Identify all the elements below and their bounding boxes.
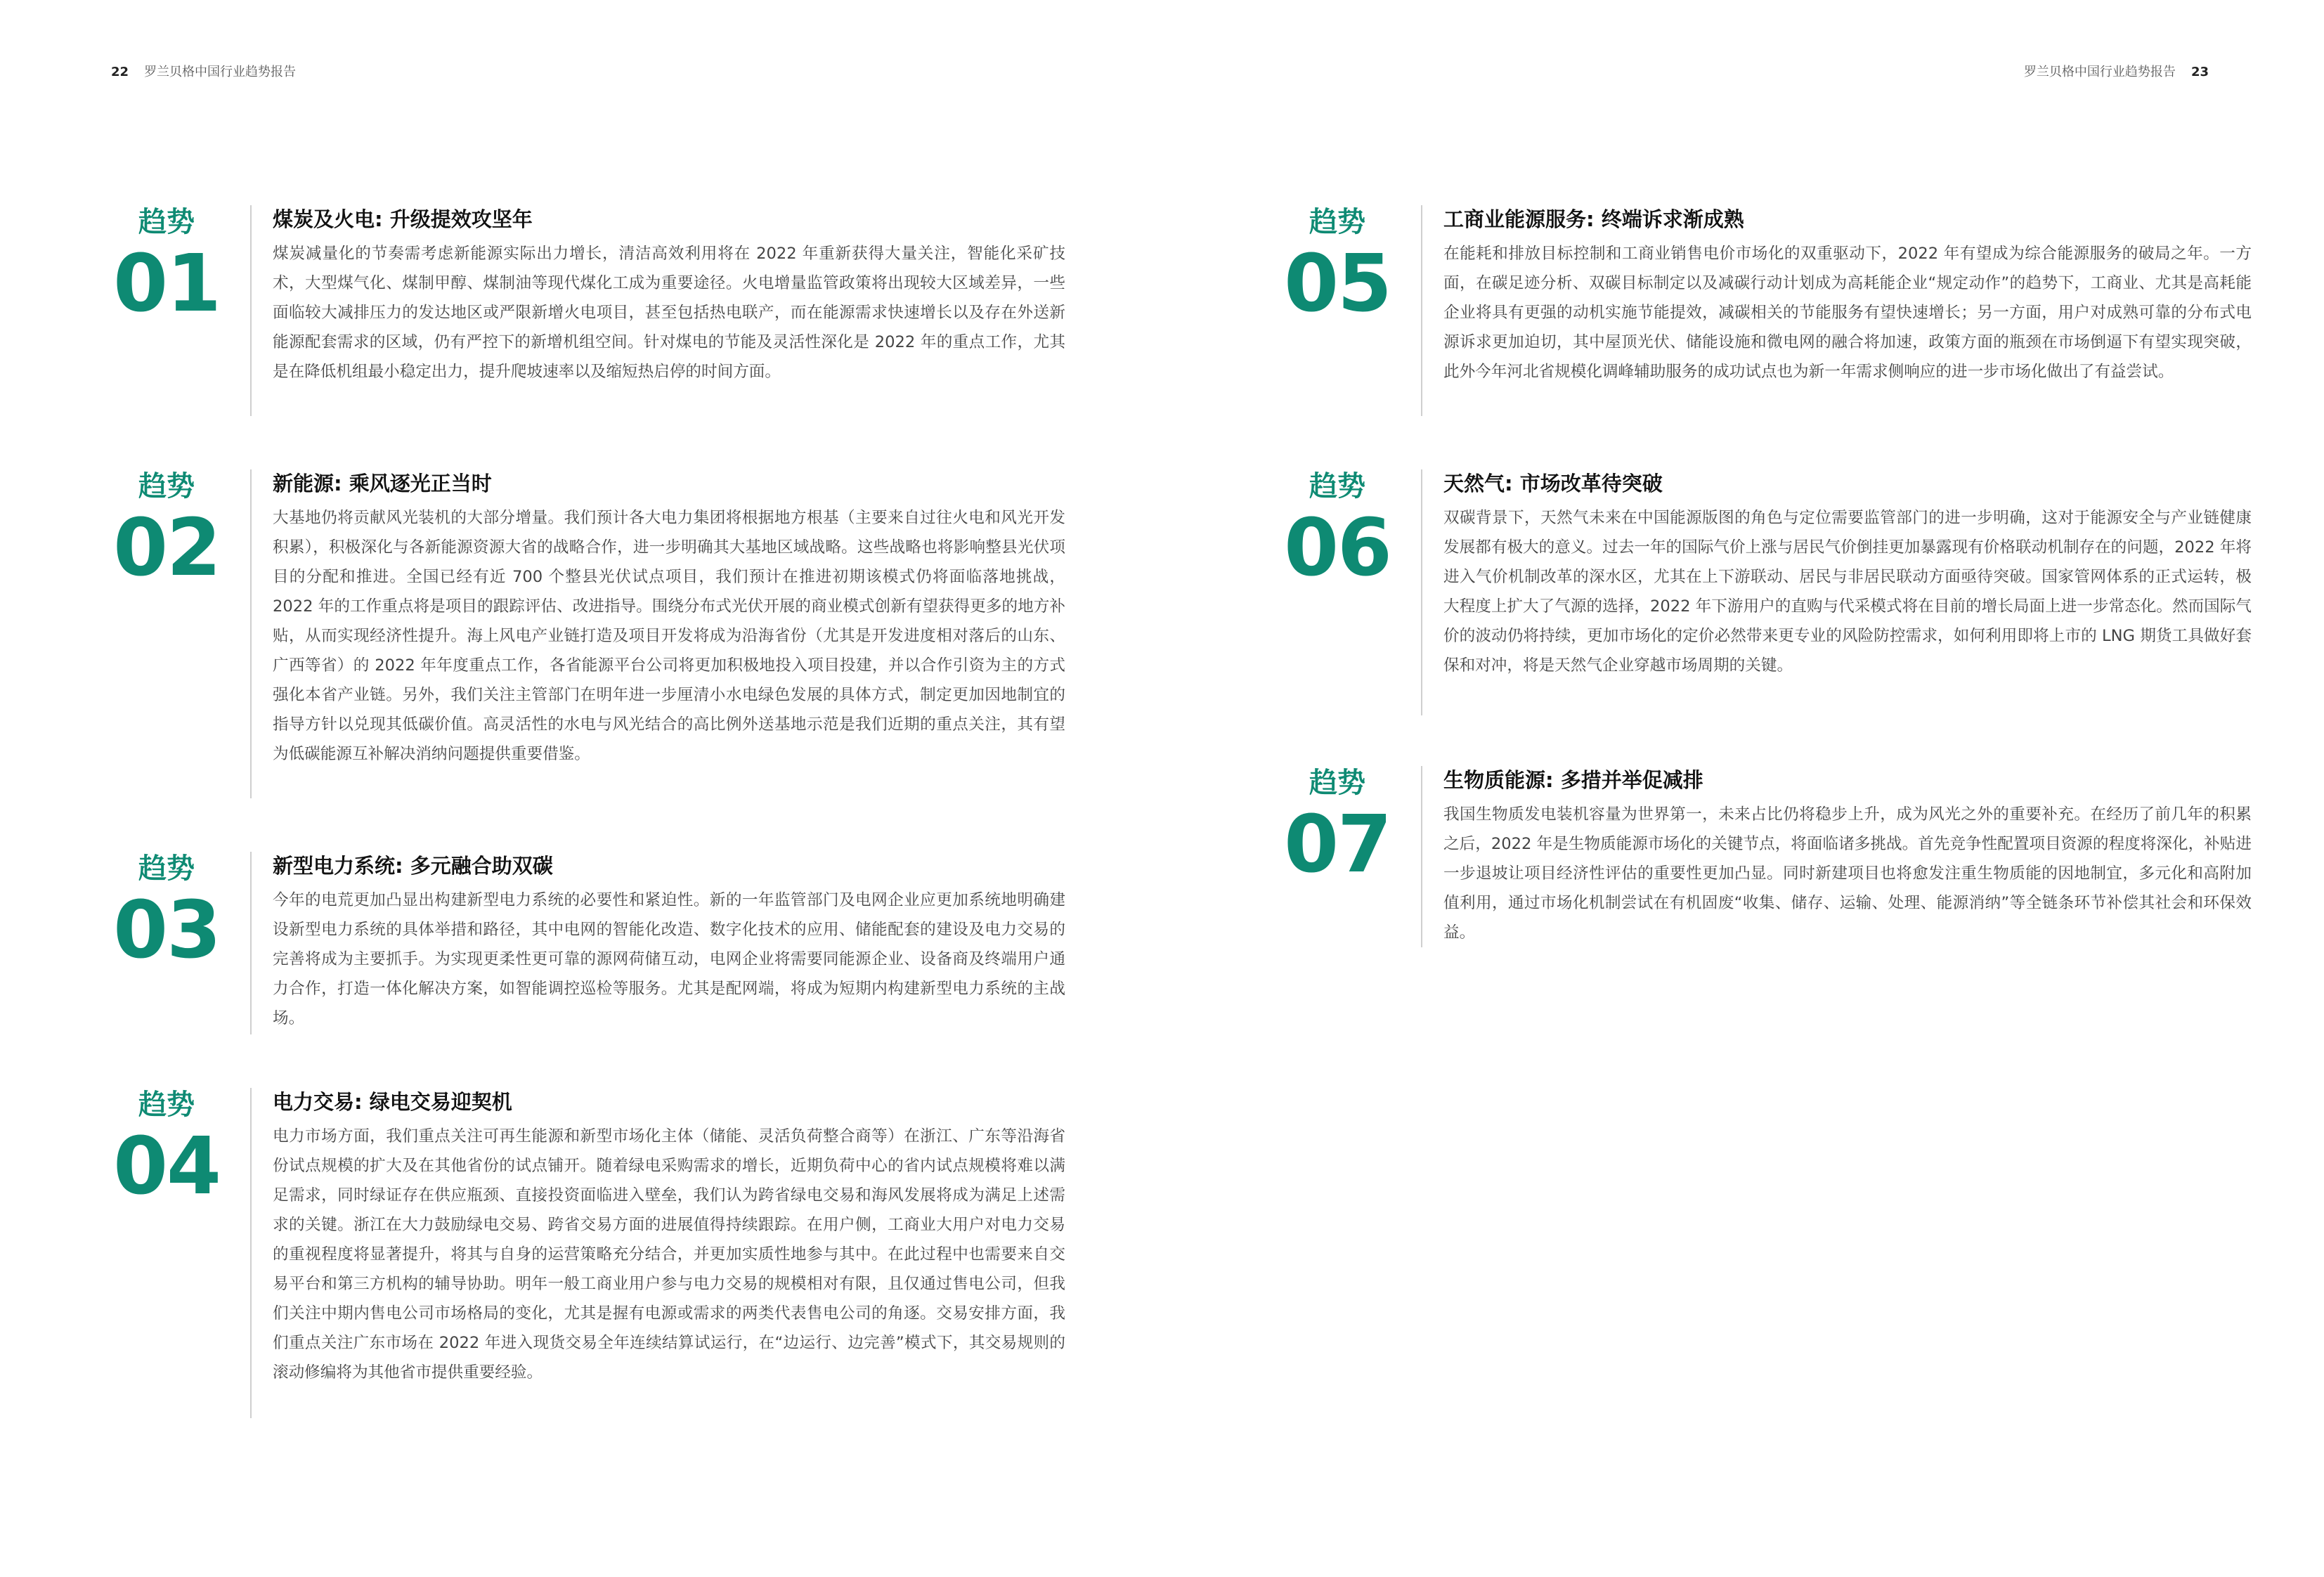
trend-word: 趋势 xyxy=(1309,470,1365,502)
trend-word: 趋势 xyxy=(1309,767,1365,799)
trend-label xyxy=(100,469,233,798)
left-page-header xyxy=(111,62,296,80)
trend-word: 趋势 xyxy=(138,206,195,238)
trend-body: 双碳背景下，天然气未来在中国能源版图的角色与定位需要监管部门的进一步明确，这对于能源安全与产业链健康发展都有极大的意义。过去一年的国际气价上涨与居民气价倒挂更加暴露现有价格联动机制存在的问题，2022 年将进入气价机制改革的深水区，尤其在上下游联动、居民与非居民联动方面亟待突破。国家管网体系的正式运转，极大程度上扩大了气源的选择，2022 年下游用户的直购与代采模式将在目前的增长局面上进一步常态化。然而国际气价的波动仍将持续，更加市场化的定价必然带来更专业的风险防控需求，如何利用即将上市的 LNG 期货工具做好套保和对冲，将是天然气企业穿越市场周期的关键。 xyxy=(1443,509,2252,675)
trend-section-07 xyxy=(1271,766,2252,947)
trend-number: 06 xyxy=(1284,502,1391,594)
trend-number: 05 xyxy=(1284,238,1391,330)
trend-label xyxy=(100,852,233,1034)
trend-label xyxy=(100,205,233,416)
left-report-title: 罗兰贝格中国行业趋势报告 xyxy=(144,65,297,79)
trend-section-03 xyxy=(100,852,1065,1034)
right-page-header xyxy=(2024,62,2209,80)
trend-label xyxy=(1271,469,1404,715)
right-report-title: 罗兰贝格中国行业趋势报告 xyxy=(2023,65,2176,79)
trend-title: 电力交易: 绿电交易迎契机 xyxy=(273,1090,512,1114)
trend-section-02 xyxy=(100,469,1065,798)
trend-label xyxy=(1271,766,1404,947)
trend-body: 电力市场方面，我们重点关注可再生能源和新型市场化主体（储能、灵活负荷整合商等）在浙江、广东等沿海省份试点规模的扩大及在其他省份的试点铺开。随着绿电采购需求的增长，近期负荷中心的省内试点规模将难以满足需求，同时绿证存在供应瓶颈、直接投资面临进入壁垒，我们认为跨省绿电交易和海风发展将成为满足上述需求的关键。浙江在大力鼓励绿电交易、跨省交易方面的进展值得持续跟踪。在用户侧，工商业大用户对电力交易的重视程度将显著提升，将其与自身的运营策略充分结合，并更加实质性地参与其中。在此过程中也需要来自交易平台和第三方机构的辅导协助。明年一般工商业用户参与电力交易的规模相对有限，且仅通过售电公司，但我们关注中期内售电公司市场格局的变化，尤其是握有电源或需求的两类代表售电公司的角逐。交易安排方面，我们重点关注广东市场在 2022 年进入现货交易全年连续结算试运行，在“边运行、边完善”模式下，其交易规则的滚动修编将为其他省市提供重要经验。 xyxy=(273,1127,1065,1382)
trend-section-06 xyxy=(1271,469,2252,715)
trend-body: 大基地仍将贡献风光装机的大部分增量。我们预计各大电力集团将根据地方根基（主要来自过往火电和风光开发积累），积极深化与各新能源资源大省的战略合作，进一步明确其大基地区域战略。这些战略也将影响整县光伏项目的分配和推进。全国已经有近 700 个整县光伏试点项目，我们预计在推进初期该模式仍将面临落地挑战，2022 年的工作重点将是项目的跟踪评估、改进指导。围绕分布式光伏开展的商业模式创新有望获得更多的地方补贴，从而实现经济性提升。海上风电产业链打造及项目开发将成为沿海省份（尤其是开发进度相对落后的山东、广西等省）的 2022 年年度重点工作，各省能源平台公司将更加积极地投入项目投建，并以合作引资为主的方式强化本省产业链。另外，我们关注主管部门在明年进一步厘清小水电绿色发展的具体方式，制定更加因地制宜的指导方针以兑现其低碳价值。高灵活性的水电与风光结合的高比例外送基地示范是我们近期的重点关注，其有望为低碳能源互补解决消纳问题提供重要借鉴。 xyxy=(273,509,1065,763)
trend-label xyxy=(1271,205,1404,416)
trend-title: 煤炭及火电: 升级提效攻坚年 xyxy=(273,207,533,231)
left-page-number: 22 xyxy=(111,65,129,79)
trend-word: 趋势 xyxy=(1309,206,1365,238)
trend-section-05 xyxy=(1271,205,2252,416)
trend-body: 今年的电荒更加凸显出构建新型电力系统的必要性和紧迫性。新的一年监管部门及电网企业应更加系统地明确建设新型电力系统的具体举措和路径，其中电网的智能化改造、数字化技术的应用、储能配套的建设及电力交易的完善将成为主要抓手。为实现更柔性更可靠的源网荷储互动，电网企业将需要同能源企业、设备商及终端用户通力合作，打造一体化解决方案，如智能调控巡检等服务。尤其是配网端，将成为短期内构建新型电力系统的主战场。 xyxy=(273,891,1065,1027)
trend-title: 生物质能源: 多措并举促减排 xyxy=(1443,768,1703,792)
trend-number: 02 xyxy=(113,502,220,594)
trend-number: 03 xyxy=(113,885,220,976)
trend-section-04 xyxy=(100,1088,1065,1418)
trend-section-01 xyxy=(100,205,1065,416)
trend-body: 煤炭减量化的节奏需考虑新能源实际出力增长，清洁高效利用将在 2022 年重新获得大量关注，智能化采矿技术，大型煤气化、煤制甲醇、煤制油等现代煤化工成为重要途径。火电增量监管政策将出现较大区域差异，一些面临较大减排压力的发达地区或严限新增火电项目，甚至包括热电联产，而在能源需求快速增长以及存在外送新能源配套需求的区域，仍有严控下的新增机组空间。针对煤电的节能及灵活性深化是 2022 年的重点工作，尤其是在降低机组最小稳定出力，提升爬坡速率以及缩短热启停的时间方面。 xyxy=(273,245,1065,381)
trend-title: 新能源: 乘风逐光正当时 xyxy=(273,472,492,495)
trend-body: 我国生物质发电装机容量为世界第一，未来占比仍将稳步上升，成为风光之外的重要补充。在经历了前几年的积累之后，2022 年是生物质能源市场化的关键节点，将面临诸多挑战。首先竞争性配置项目资源的程度将深化，补贴进一步退坡让项目经济性评估的重要性更加凸显。同时新建项目也将愈发注重生物质能的因地制宜，多元化和高附加值利用，通过市场化机制尝试在有机固废“收集、储存、运输、处理、能源消纳”等全链条环节补偿其社会和环保效益。 xyxy=(1443,805,2252,942)
trend-title: 天然气: 市场改革待突破 xyxy=(1443,472,1663,495)
trend-word: 趋势 xyxy=(138,1089,195,1121)
trend-label xyxy=(100,1088,233,1418)
trend-number: 01 xyxy=(113,238,220,330)
trend-number: 04 xyxy=(113,1121,220,1212)
trend-word: 趋势 xyxy=(138,470,195,502)
trend-title: 工商业能源服务: 终端诉求渐成熟 xyxy=(1443,207,1744,231)
trend-title: 新型电力系统: 多元融合助双碳 xyxy=(273,854,553,878)
trend-body: 在能耗和排放目标控制和工商业销售电价市场化的双重驱动下，2022 年有望成为综合能源服务的破局之年。一方面，在碳足迹分析、双碳目标制定以及减碳行动计划成为高耗能企业“规定动作”的趋势下，工商业、尤其是高耗能企业将具有更强的动机实施节能提效，减碳相关的节能服务有望快速增长；另一方面，用户对成熟可靠的分布式电源诉求更加迫切，其中屋顶光伏、储能设施和微电网的融合将加速，政策方面的瓶颈在市场倒逼下有望实现突破，此外今年河北省规模化调峰辅助服务的成功试点也为新一年需求侧响应的进一步市场化做出了有益尝试。 xyxy=(1443,245,2252,381)
trend-word: 趋势 xyxy=(138,852,195,885)
trend-number: 07 xyxy=(1284,799,1391,890)
right-page-number: 23 xyxy=(2190,65,2209,79)
